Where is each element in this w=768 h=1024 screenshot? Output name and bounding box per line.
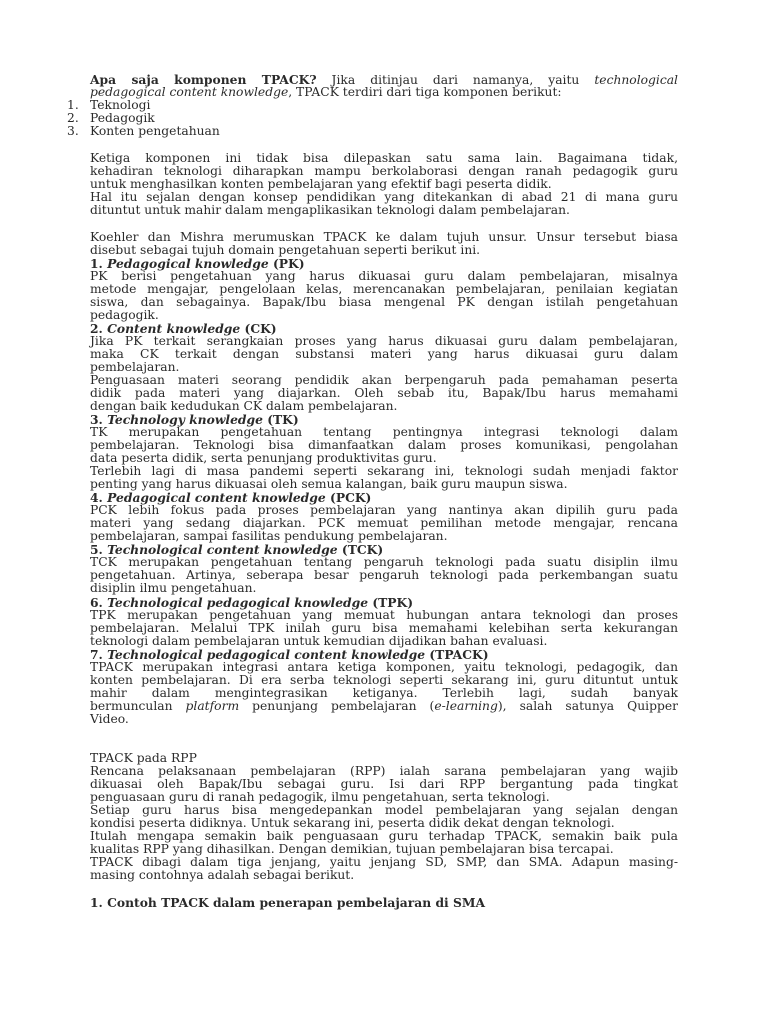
list-label: Pedagogik (90, 111, 155, 125)
rpp-line: kondisi peserta didiknya. Untuk sekarang ini, peserta didik dekat dengan teknologi. (90, 816, 615, 830)
list-number: 1. (67, 98, 79, 112)
intro-question-text: Jika ditinjau dari namanya, yaitu (316, 73, 595, 87)
section-title: Pedagogical content knowledge (107, 490, 326, 505)
section-line: maka CK terkait dengan substansi materi yang harus dikuasai guru dalam (90, 347, 678, 361)
section-line: dengan baik kedudukan CK dalam pembelajaran. (90, 399, 398, 413)
rpp-line: dikuasai oleh Bapak/Ibu sebagai guru. Isi dari RPP bergantung pada tingkat (90, 777, 678, 791)
section-number: 5. (90, 542, 108, 557)
section-title: Technological pedagogical content knowledge (107, 647, 426, 662)
section-line: PK berisi pengetahuan yang harus dikuasai guru dalam pembelajaran, misalnya (90, 269, 678, 283)
section-line: pembelajaran, sampai fasilitas pendukung pembelajaran. (90, 529, 448, 543)
list-item (67, 124, 678, 138)
text-span: bermunculan (90, 699, 186, 713)
list-label: Teknologi (90, 98, 151, 112)
section-line: teknologi dalam pembelajaran untuk kemudian dijadikan bahan evaluasi. (90, 634, 548, 648)
section-line: pengetahuan. Artinya, seberapa besar pengaruh teknologi pada perkembangan suatu (90, 568, 678, 582)
text-span: ), salah satunya Quipper (497, 699, 678, 713)
intro-question-italic: technological (594, 73, 678, 87)
section-line: PCK lebih fokus pada proses pembelajaran yang nantinya akan dipilih guru pada (90, 503, 678, 517)
section-number: 3. (90, 412, 108, 427)
section-abbr: (TK) (262, 412, 299, 427)
section-line: materi yang sedang diajarkan. PCK memuat pemilihan metode mengajar, rencana (90, 516, 678, 530)
list-number: 2. (67, 111, 79, 125)
section-line: TK merupakan pengetahuan tentang pentingnya integrasi teknologi dalam (90, 425, 678, 439)
section-abbr: (CK) (240, 321, 277, 336)
section-line: TPK merupakan pengetahuan yang memuat hubungan antara teknologi dan proses (90, 608, 678, 622)
rpp-line: masing contohnya adalah sebagai berikut. (90, 868, 355, 882)
paragraph-line: Ketiga komponen ini tidak bisa dilepaskan satu sama lain. Bagaimana tidak, (90, 151, 678, 165)
section-title: Technological content knowledge (107, 542, 338, 557)
section-line: mahir dalam mengintegrasikan ketiganya. Terlebih lagi, sudah banyak (90, 686, 678, 700)
section-line: Terlebih lagi di masa pandemi seperti sekarang ini, teknologi sudah menjadi faktor (90, 464, 678, 478)
section-line: pedagogik. (90, 308, 159, 322)
example-heading: 1. Contoh TPACK dalam penerapan pembelajaran di SMA (90, 895, 486, 910)
section-line: pembelajaran. Teknologi bisa dimanfaatkan dalam proses komunikasi, pengolahan (90, 438, 678, 452)
section-line: penting yang harus dikuasai oleh semua kalangan, baik guru maupun siswa. (90, 477, 568, 491)
text-span-italic: e-learning (434, 699, 498, 713)
section-title: Technology knowledge (107, 412, 263, 427)
paragraph-line: untuk menghasilkan konten pembelajaran yang efektif bagi peserta didik. (90, 177, 552, 191)
rpp-line: penguasaan guru di ranah pedagogik, ilmu pengetahuan, serta teknologi. (90, 790, 550, 804)
list-label: Konten pengetahuan (90, 124, 220, 138)
section-line: data peserta didik, serta penunjang produktivitas guru. (90, 451, 437, 465)
section-line: pembelajaran. Melalui TPK inilah guru bisa memahami kelebihan serta kekurangan (90, 621, 678, 635)
section-abbr: (TPK) (368, 595, 414, 610)
section-line: disiplin ilmu pengetahuan. (90, 581, 257, 595)
list-number: 3. (67, 124, 79, 138)
paragraph-line: Hal itu sejalan dengan konsep pendidikan yang ditekankan di abad 21 di mana guru (90, 190, 678, 204)
section-line: siswa, dan sebagainya. Bapak/Ibu biasa mengenal PK dengan istilah pengetahuan (90, 295, 678, 309)
section-abbr: (PK) (268, 256, 305, 271)
section-line: pembelajaran. (90, 360, 180, 374)
paragraph-line: disebut sebagai tujuh domain pengetahuan seperti berikut ini. (90, 243, 481, 257)
rpp-line: Itulah mengapa semakin baik penguasaan guru terhadap TPACK, semakin baik pula (90, 829, 678, 843)
section-number: 7. (90, 647, 108, 662)
section-title: Pedagogical knowledge (107, 256, 269, 271)
section-abbr: (PCK) (325, 490, 372, 505)
section-title: Technological pedagogical knowledge (107, 595, 369, 610)
section-line: metode mengajar, pengelolaan kelas, merencanakan pembelajaran, penilaian kegiatan (90, 282, 678, 296)
section-line: Jika PK terkait serangkaian proses yang harus dikuasai guru dalam pembelajaran, (90, 334, 678, 348)
paragraph-line: dituntut untuk mahir dalam mengaplikasikan teknologi dalam pembelajaran. (90, 203, 570, 217)
text-span: penunjang pembelajaran ( (239, 699, 435, 713)
section-line: TPACK merupakan integrasi antara ketiga komponen, yaitu teknologi, pedagogik, dan (90, 660, 678, 674)
rpp-line: Rencana pelaksanaan pembelajaran (RPP) ialah sarana pembelajaran yang wajib (90, 764, 678, 778)
section-title: Content knowledge (107, 321, 241, 336)
section-line: Video. (90, 712, 129, 726)
section-line: TCK merupakan pengetahuan tentang pengaruh teknologi pada suatu disiplin ilmu (90, 555, 678, 569)
section-abbr: (TPACK) (425, 647, 489, 662)
section-number: 4. (90, 490, 108, 505)
rpp-line: TPACK dibagi dalam tiga jenjang, yaitu jenjang SD, SMP, dan SMA. Adapun masing- (90, 855, 678, 869)
intro-line-2 (90, 86, 678, 99)
section-line (90, 700, 678, 713)
rpp-line: Setiap guru harus bisa mengedepankan model pembelajaran yang sejalan dengan (90, 803, 678, 817)
section-line: didik pada materi yang diajarkan. Oleh sebab itu, Bapak/Ibu harus memahami (90, 386, 678, 400)
section-abbr: (TCK) (337, 542, 384, 557)
intro-line-2-text: , TPACK terdiri dari tiga komponen berikut: (288, 85, 562, 99)
paragraph-line: Koehler dan Mishra merumuskan TPACK ke dalam tujuh unsur. Unsur tersebut biasa (90, 230, 678, 244)
section-number: 6. (90, 595, 108, 610)
section-number: 2. (90, 321, 108, 336)
section-line: konten pembelajaran. Di era serba teknologi seperti sekarang ini, guru dituntut untuk (90, 673, 678, 687)
intro-question-bold: Apa saja komponen TPACK? (90, 72, 317, 87)
rpp-line: kualitas RPP yang dihasilkan. Dengan demikian, tujuan pembelajaran bisa tercapai. (90, 842, 614, 856)
text-span-italic: platform (185, 699, 240, 713)
list-item (67, 98, 678, 112)
paragraph-line: kehadiran teknologi diharapkan mampu berkolaborasi dengan ranah pedagogik guru (90, 164, 678, 178)
rpp-heading: TPACK pada RPP (90, 751, 197, 765)
section-line: Penguasaan materi seorang pendidik akan berpengaruh pada pemahaman peserta (90, 373, 678, 387)
section-number: 1. (90, 256, 108, 271)
intro-line-2-italic: pedagogical content knowledge (90, 85, 289, 99)
